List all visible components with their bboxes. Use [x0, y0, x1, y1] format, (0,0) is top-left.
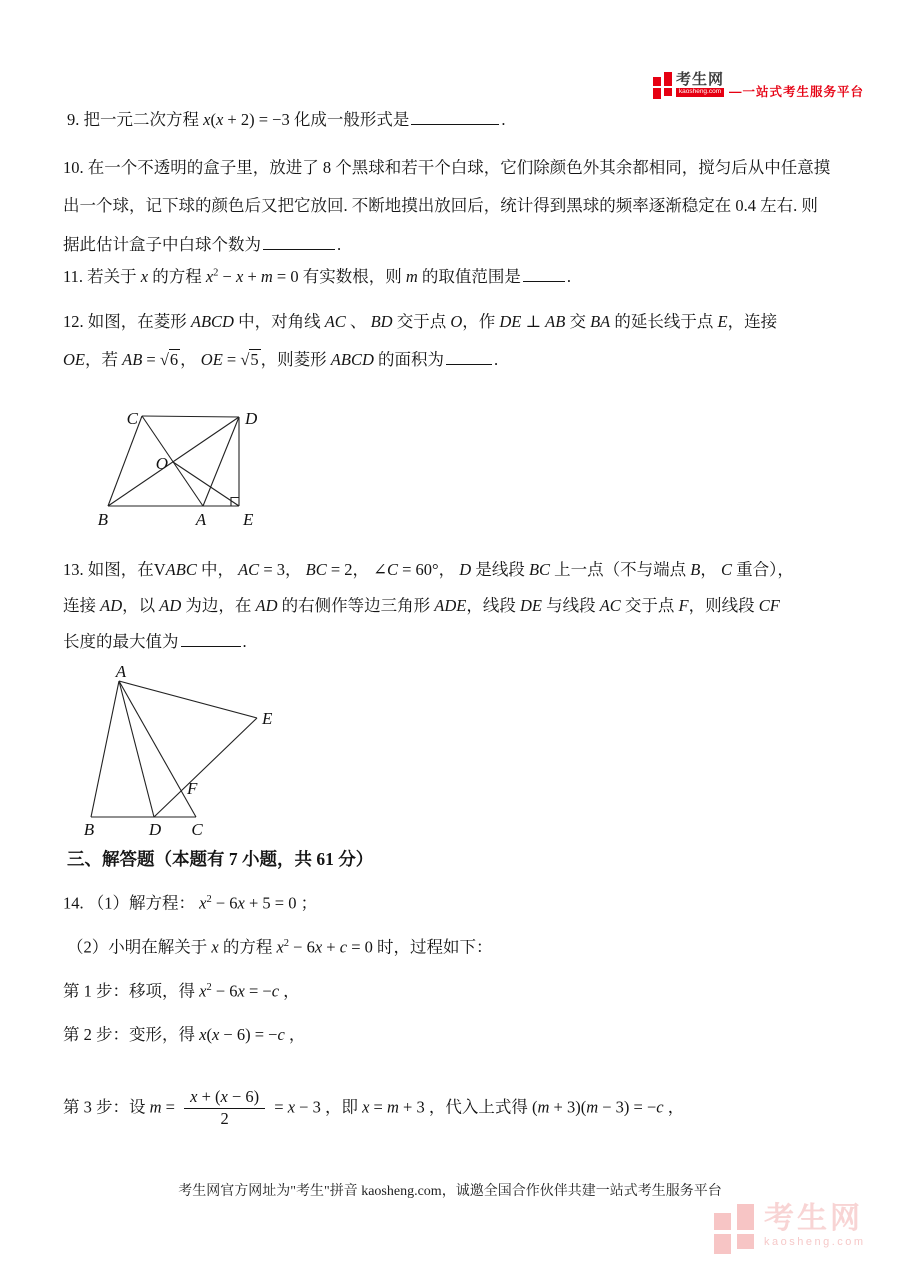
section-3-header: 三、解答题（本题有 7 小题，共 61 分）: [67, 849, 374, 869]
vertex-label-O: O: [155, 454, 168, 473]
question-12-line-1: 12. 如图，在菱形 ABCD 中，对角线 AC 、 BD 交于点 O，作 DE ⊥ AB 交 BA 的延长线于点 E，连接: [63, 312, 778, 331]
watermark-domain: kaosheng.com: [764, 1236, 866, 1248]
vertex-label-B: B: [97, 510, 108, 529]
rhombus-figure: [85, 400, 277, 532]
vertex-label-D: D: [245, 409, 258, 428]
question-10-line-1: 10. 在一个不透明的盒子里，放进了 8 个黑球和若干个白球，它们除颜色外其余都相同，搅匀后从中任意摸: [63, 158, 831, 177]
triangle-figure: [70, 661, 300, 843]
vertex-label-A: A: [115, 662, 127, 681]
question-14-step-1: 第 1 步：移项，得 $x^2 - 6x = -c$ ，: [63, 981, 300, 1001]
watermark-logo-icon: [714, 1204, 756, 1254]
vertex-label-C: C: [191, 820, 203, 839]
kaosheng-logo: [653, 72, 864, 100]
question-11: 11. 若关于 x 的方程 $x^2 - x + m = 0$ 有实数根，则 m 的取值范围是 .: [63, 267, 572, 286]
question-10-line-3: 据此估计盒子中白球个数为 .: [63, 235, 342, 254]
watermark-text-block: [764, 1204, 866, 1248]
question-13-line-2: 连接 AD，以 AD 为边，在 AD 的右侧作等边三角形 ADE，线段 DE 与线段 AC 交于点 F，则线段 CF: [63, 596, 780, 615]
question-13-line-1: 13. 如图，在VABC 中， AC = 3， BC = 2， ∠C = 60°， D 是线段 BC 上一点（不与端点 B， C 重合），: [63, 560, 794, 579]
vertex-label-C: C: [126, 409, 138, 428]
question-9: 9. 把一元二次方程 x(x + 2) = −3 化成一般形式是 .: [67, 110, 506, 129]
vertex-label-B: B: [83, 820, 95, 839]
question-13-line-3: 长度的最大值为 .: [63, 632, 247, 651]
logo-brand-name: 考生网: [676, 71, 725, 88]
logo-text-block: [676, 72, 724, 97]
footer-text: 考生网官方网址为"考生"拼音 kaosheng.com，诚邀全国合作伙伴共建一站式考生服务平台: [178, 1184, 722, 1199]
question-12-line-2: OE，若 AB = √6 ， OE = √5 ，则菱形 ABCD 的面积为 .: [63, 350, 499, 369]
question-14-step-3: 第 3 步：设 m = $\frac{x + (x - 6)}{2}$ = x − 3 ，即 x = m + 3 ，代入上式得 (m + 3)(m − 3) = −c ，: [63, 1087, 685, 1128]
question-14-step-2: 第 2 步：变形，得 x(x − 6) = −c ，: [63, 1025, 306, 1044]
vertex-label-E: E: [262, 709, 273, 728]
question-14-part-1: 14. （1）解方程： $x^2 - 6x + 5 = 0$ ；: [63, 893, 318, 913]
question-10-line-2: 出一个球，记下球的颜色后又把它放回. 不断地摸出放回后，统计得到黑球的频率逐渐稳定在 0.4 左右. 则: [63, 196, 818, 215]
vertex-label-A: A: [195, 510, 207, 529]
logo-domain: kaosheng.com: [676, 88, 724, 97]
vertex-label-D: D: [148, 820, 162, 839]
logo-slogan: —一站式考生服务平台: [729, 85, 865, 99]
kaosheng-watermark: [714, 1204, 866, 1254]
vertex-label-F: F: [187, 779, 198, 798]
question-14-part-2: （2）小明在解关于 x 的方程 $x^2 - 6x + c = 0$ 时，过程如下：: [67, 937, 493, 957]
vertex-label-E: E: [243, 510, 254, 529]
watermark-brand-name: 考生网: [764, 1202, 863, 1235]
kaosheng-logo-icon: [653, 72, 673, 99]
